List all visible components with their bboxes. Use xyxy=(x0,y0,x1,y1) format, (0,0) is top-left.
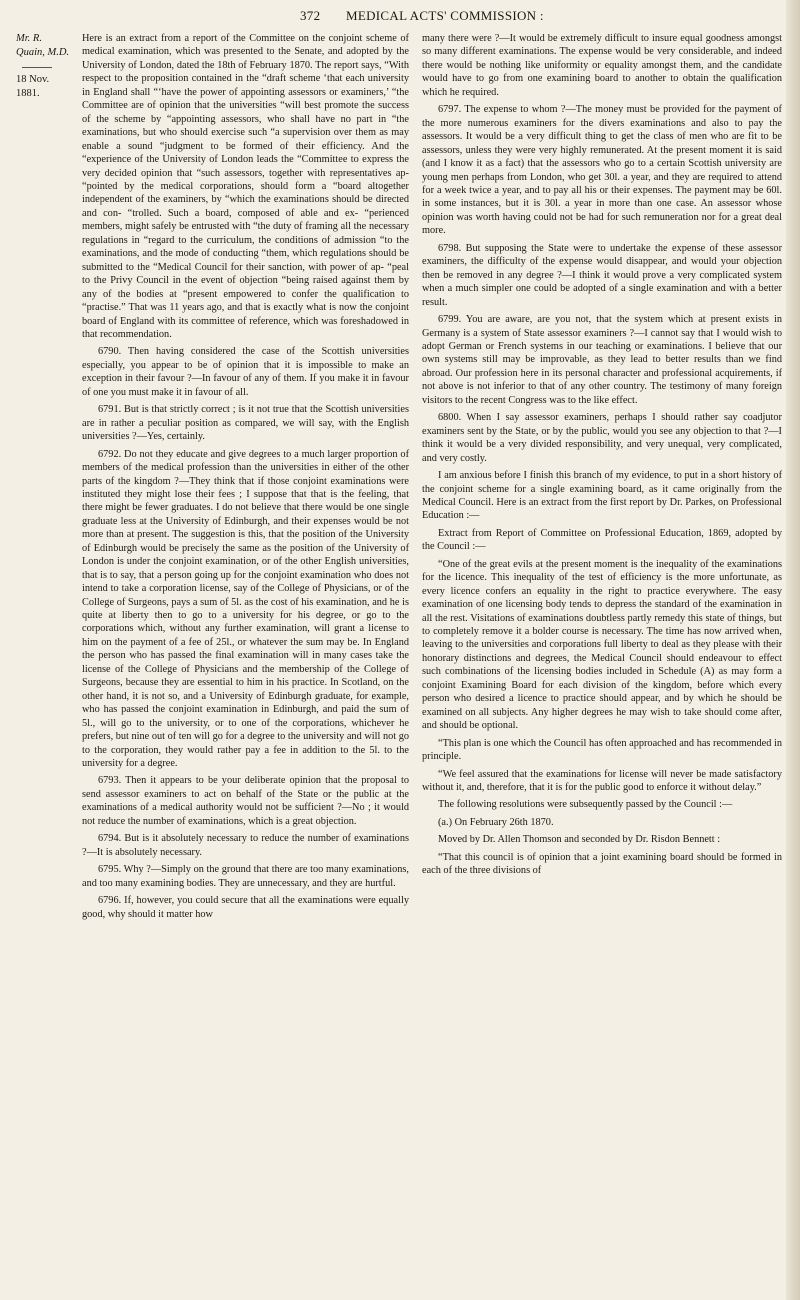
page-edge-shadow xyxy=(786,0,800,1300)
quoted-paragraph: “That this council is of opinion that a joint examining board should be formed in each of the three divisions of xyxy=(422,851,782,877)
resolution-item: (a.) On February 26th 1870. xyxy=(438,816,554,828)
page-number: 372 xyxy=(300,8,321,23)
quoted-paragraph: “This plan is one which the Council has often approached and has recommended in principle. xyxy=(422,737,782,763)
running-title: MEDICAL ACTS' COMMISSION : xyxy=(346,8,544,23)
margin-note xyxy=(16,32,74,101)
page-header xyxy=(0,8,800,28)
paragraph: The following resolutions were subsequently passed by the Council :— xyxy=(438,799,733,811)
testimony-date: 18 Nov. 1881. xyxy=(16,74,50,99)
paragraph: 6794. But is it absolutely necessary to reduce the number of examinations ?—It is absolutely necessary. xyxy=(82,833,409,858)
paragraph: 6797. The expense to whom ?—The money must be provided for the payment of the more numerous examiners for the divers examinations and also to pay the assessors. It would be a very difficult thing to get the class of men who are fit to be assessors, unless they were very highly remunerated. At the present moment it is said (and I know it as a fact) that the assessors who go to a certain Scottish university are young men perhaps from London, who get 30l. a year, and they are required to attend for a week twice a year, and to pay all his or their expenses. The payment may be 60l. in some instances, but it is 30l. a year in more than one case. An assessor whose opinion was worth having could not be had for such remuneration nor for a great deal more. xyxy=(422,104,782,237)
paragraph: 6796. If, however, you could secure that all the examinations were equally good, why should it matter how xyxy=(82,895,409,920)
paragraph: Here is an extract from a report of the Committee on the conjoint scheme of medical examination, which was presented to the Senate, and adopted by the University of London, dated the 18th of February 1870. The report says, “With respect to the proposition contained in the “draft scheme ‘that each university in England shall “‘have the power of appointing assessors or examiners,’ “the Committee are of opinion that the universities “will best promote the success of the scheme by “appointing assessors, who shall have no part in “the examinations, but who should exercise such “a supervision over them as may enable a sound “judgment to be formed of their efficiency. And the “experience of the University of London leads the “Committee to express the very decided opinion that “such assessors, together with representatives ap- “pointed by the medical corporations, should form a “board altogether independent of the examiners, by “which the examinations should be directed and con- “trolled. Such a board, composed of able and ex- “perienced members, might safely be entrusted with “the duty of framing all the necessary regulations in “regard to the curriculum, the conditions of admission “to the examinations, and the mode of conducting “them, which regulations should be submitted to the “Medical Council for their sanction, with power of ap- “peal to the Privy Council in the event of objection “being raised against them by any of the bodies at “present empowered to confer the qualification to “practise.” That was 11 years ago, and that is exactly what is now the conjoint board of England with its committee of reference, which was foreshadowed in that recommendation. xyxy=(82,33,409,340)
paragraph: 6798. But supposing the State were to undertake the expense of these assessor examiners, the difficulty of the expense would disappear, and would your objection then be removed in any degree ?—I think it would prove a very complicated system when a much simpler one could be adopted of a single examination and with a better result. xyxy=(422,242,782,308)
witness-name: Quain, M.D. xyxy=(16,46,70,58)
paragraph: I am anxious before I finish this branch of my evidence, to put in a short history of the conjoint scheme for a single examining board, as it came originally from the Medical Council. Here is an extract from the first report by Dr. Parkes, on Professional Education :— xyxy=(422,470,782,522)
paragraph: 6791. But is that strictly correct ; is it not true that the Scottish universities are in rather a peculiar position as compared, we will say, with the English universities ?—Yes, certainly. xyxy=(82,404,409,443)
paragraph: 6795. Why ?—Simply on the ground that there are too many examinations, and too many examining bodies. They are unnecessary, and they are hurtful. xyxy=(82,864,409,889)
left-column xyxy=(82,32,409,921)
paragraph: 6799. You are aware, are you not, that the system which at present exists in Germany is a system of State assessor examiners ?—I cannot say that I would wish to adopt German or French systems in our teaching or examinations. I believe that our own systems still may be improvable, as they lead to better results than we find abroad. Our profession here in its personal character and professional acquirements, if not above is not inferior to that of any other country. The testimony of many foreign visitors to the recent Congress was to the like effect. xyxy=(422,314,782,406)
margin-rule xyxy=(22,67,52,68)
paragraph: 6790. Then having considered the case of the Scottish universities especially, you appear to be of opinion that it is impossible to make an exception in their favour ?—In favour of any of them. If you make it in favour of one you must make it in favour of all. xyxy=(82,346,409,398)
paragraph: Moved by Dr. Allen Thomson and seconded by Dr. Risdon Bennett : xyxy=(438,834,721,846)
paragraph: 6800. When I say assessor examiners, perhaps I should rather say coadjutor examiners sent by the State, or by the public, would you see any objection to that ?—I think it would be a very divided responsibility, and very unequal, very complicated, and very costly. xyxy=(422,412,782,464)
right-column xyxy=(422,32,782,878)
quoted-paragraph: “One of the great evils at the present moment is the inequality of the examinations for the licence. This inequality of the test of efficiency is the more unfortunate, as every licence confers an equality in the right to practice everywhere. The easy examination of one licensing body tends to depress the standard of the examination in all the rest. Visitations of examinations doubtless partly remedy this state of things, but to completely remove it a bolder course is necessary. The time has now arrived when, leaving to the universities and corporations full liberty to deal as they please with their honorary distinctions and degrees, the Medical Council should endeavour to effect such combinations of the licensing bodies included in Schedule (A) as may form a conjoint Examining Board for each division of the kingdom, before which every person who desired a licence to practice should appear, and by which he should be examined on all subjects. Any higher degrees he may wish to take should come after, and should be optional. xyxy=(422,558,782,732)
quoted-paragraph: “We feel assured that the examinations for license will never be made satisfactory without it, and, therefore, that it is for the public good to enforce it without delay.” xyxy=(422,768,782,794)
paragraph: 6792. Do not they educate and give degrees to a much larger proportion of members of the medical profession than the universities in either of the other parts of the kingdom ?—They think that if those conjoint examinations were instituted they might lose their fees ; I suppose that that is the feeling, that there might be fewer graduates. I do not believe that there would be one single graduate less at the University of Edinburgh, and their expenses would be not more than at present. The suggestion is this, that the position of the University of Edinburgh would be precisely the same as the position of the University of London is under the conjoint examination, or of the other English universities, that is to say, that a person going up for the conjoint examination who does not intend to take a corporation license, say of the College of Physicians, or of the College of Surgeons, pays a sum of 5l. as the cost of his examination, and he is quite at liberty then to go to a university for his degree, or go to the corporations which, without any further examination, will grant a license to him on the payment of a fee of 25l., or whatever the sum may be. In England the person who has passed the final examination will in many cases take the license of the College of Physicians and the membership of the College of Surgeons, because they are essential to him in his practice. In Scotland, on the other hand, it is not so, and a University of Edinburgh graduate, for example, who has passed the conjoint examination in Edinburgh, and paid the sum of 5l., will go to the university, or to one of the corporations, whichever he prefers, but nine out of ten will go for a degree to the university and will not go to the corporation, they would rather pay a fee in addition to the 5l. to the university for a degree. xyxy=(82,448,409,770)
witness-label: Mr. R. xyxy=(16,33,42,44)
extract-heading: Extract from Report of Committee on Professional Education, 1869, adopted by the Council :— xyxy=(422,527,782,553)
paragraph: 6793. Then it appears to be your deliberate opinion that the proposal to send assessor examiners to act on behalf of the State or the public at the examinations of a medical authority would not be sufficient ?—No ; it would not reduce the number of examinations, which is a great objection. xyxy=(82,775,409,827)
paragraph: many there were ?—It would be extremely difficult to insure equal goodness amongst so many different examinations. The expense would be very considerable, and indeed there would be nothing like uniformity or equality amongst them, and the candidate would have to go from one examining board to another to obtain the qualification which he required. xyxy=(422,33,782,98)
